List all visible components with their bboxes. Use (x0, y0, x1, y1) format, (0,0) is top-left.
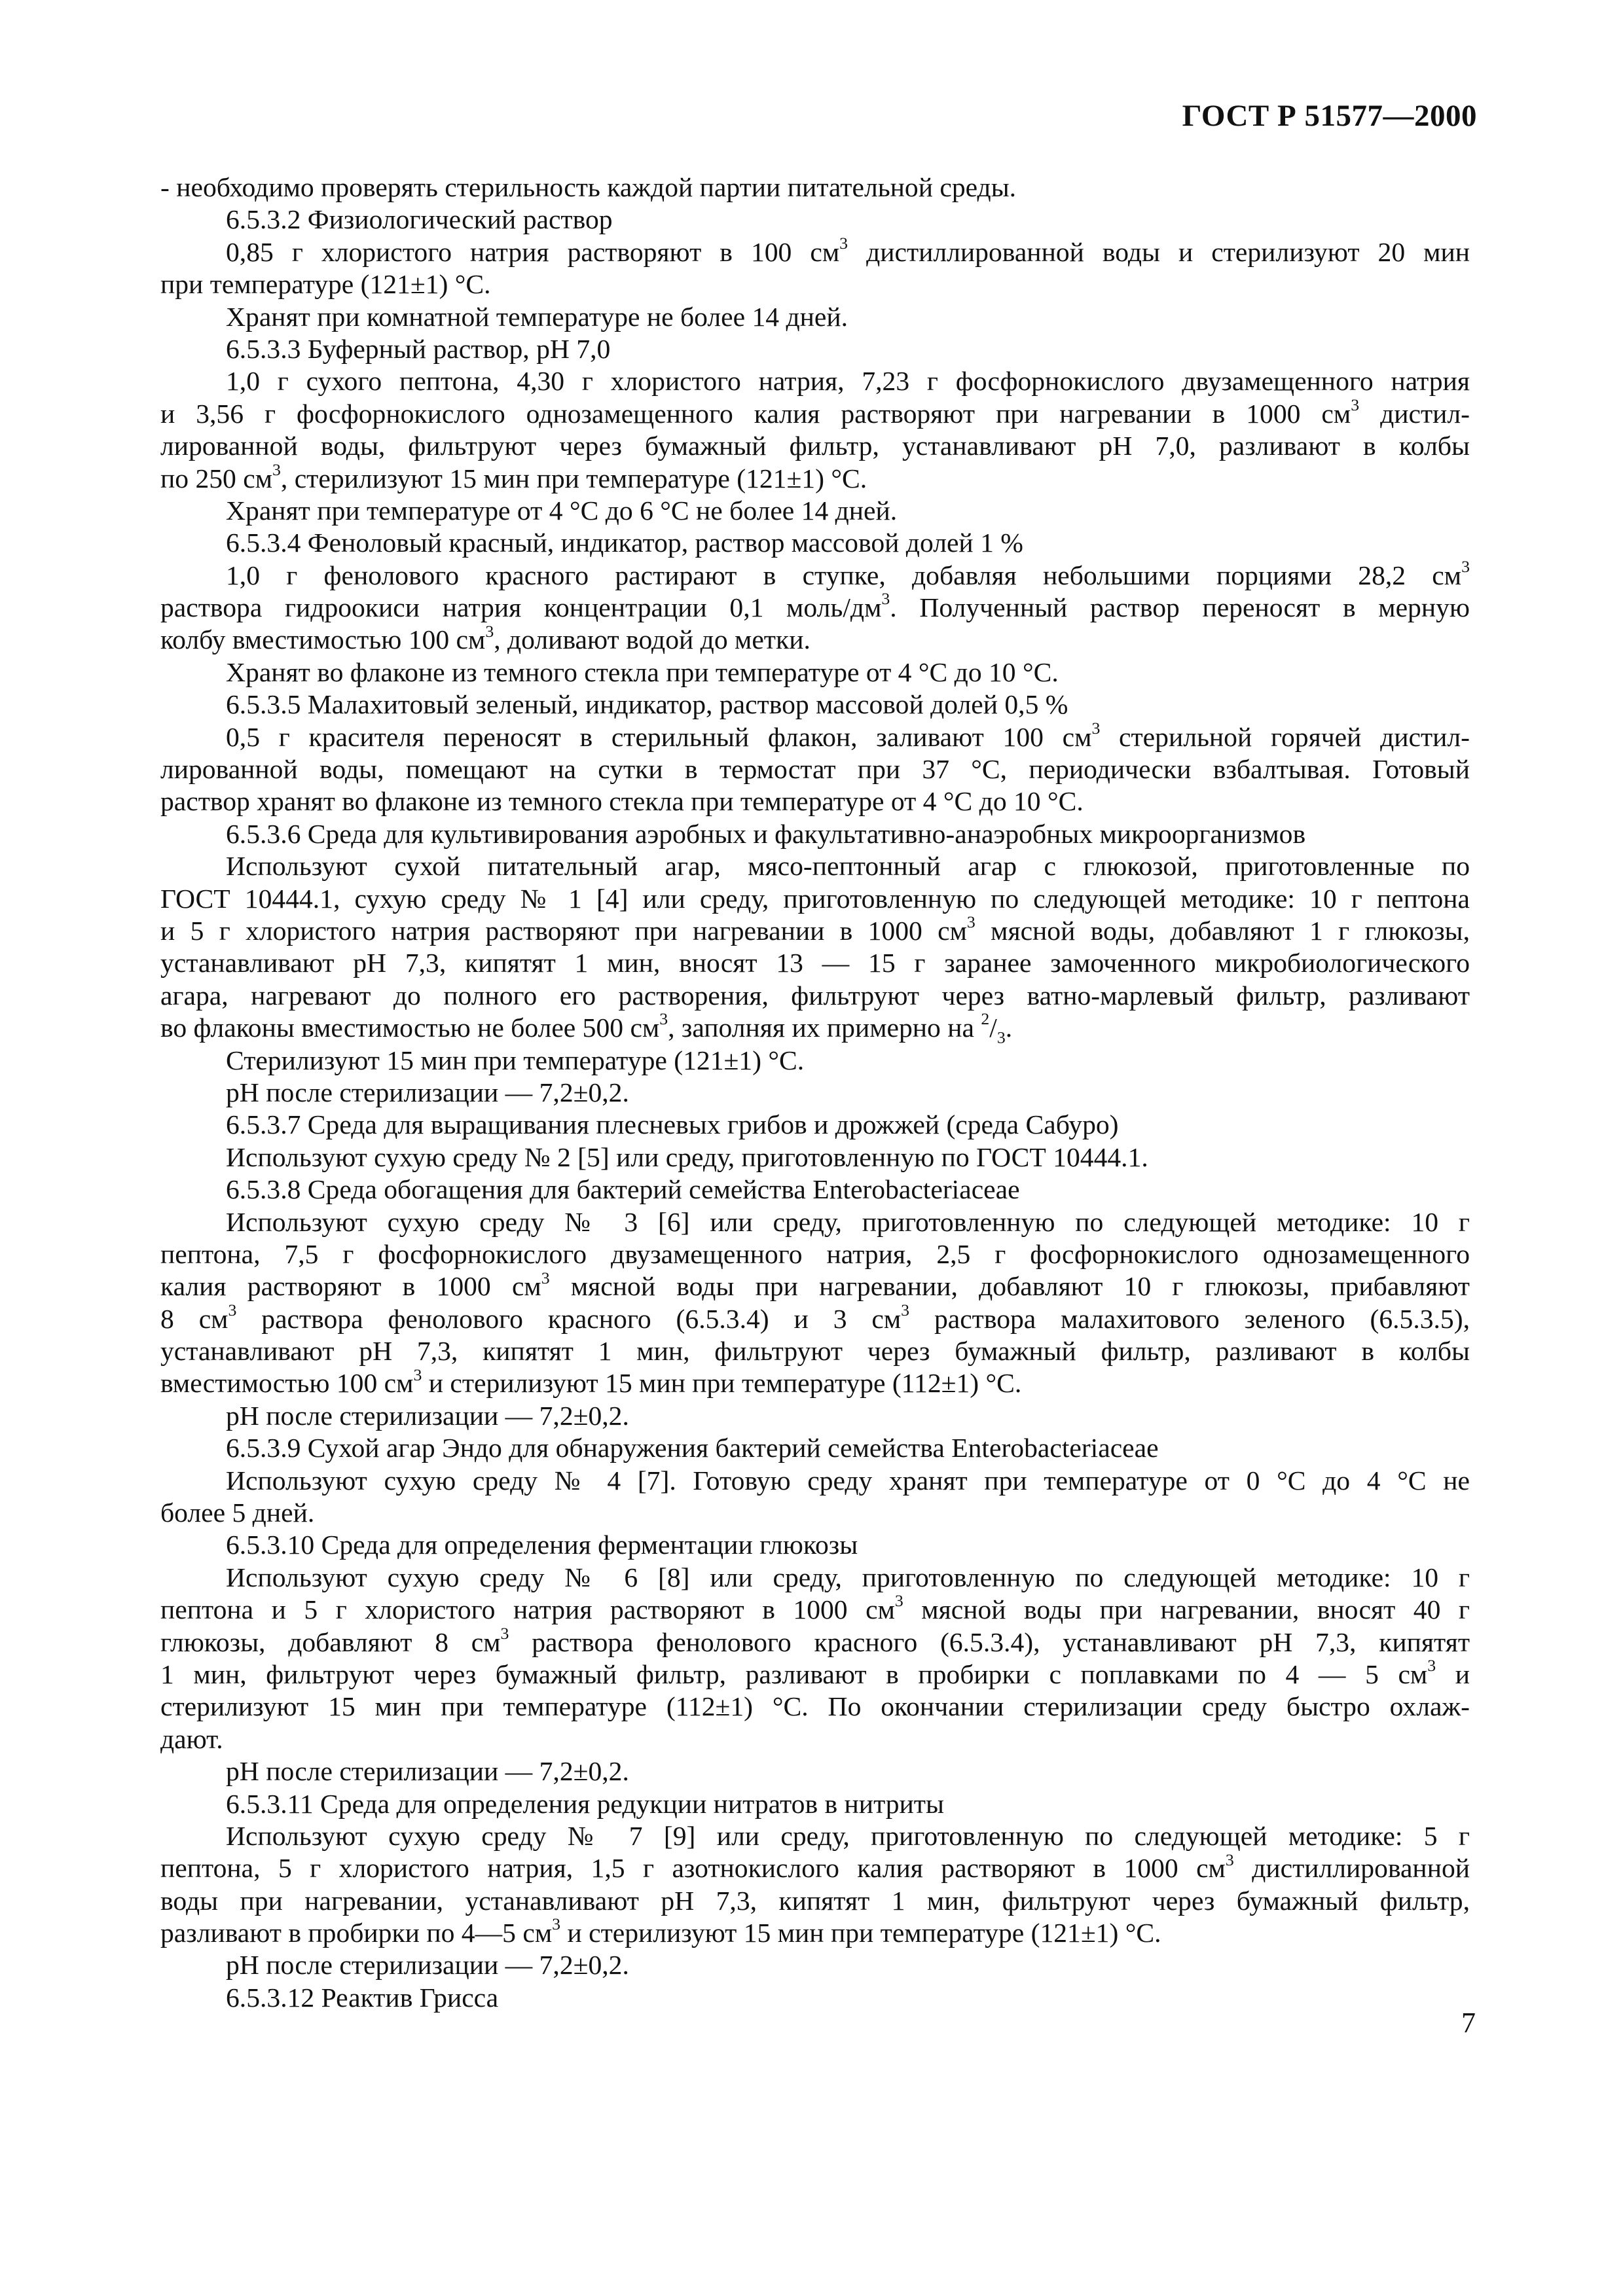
text-line: 1 мин, фильтруют через бумажный фильтр, разливают в пробирки с поплавками по 4 — 5 $см^3$ и (160, 1658, 1470, 1689)
text-line: при температуре (121±1) °С. (160, 269, 491, 300)
text-line: Используют сухую среду № 3 [6] или среду, приготовленную по следующей методике: 10 г (226, 1206, 1470, 1237)
text-line: и 5 г хлористого натрия растворяют при нагревании в 1000 $см^3$ мясной воды, добавляют 1 г глюкозы, (160, 914, 1470, 946)
text-line: устанавливают рН 7,3, кипятят 1 мин, вносят 13 — 15 г заранее замоченного микробиологического (160, 948, 1470, 978)
text-line: 6.5.3.12 Реактив Грисса (226, 1982, 499, 2013)
text-line: глюкозы, добавляют 8 $см^3$ раствора фенолового красного (6.5.3.4), устанавливают рН 7,3, кипятят (160, 1626, 1470, 1657)
text-line: Используют сухую среду № 2 [5] или среду, приготовленную по ГОСТ 10444.1. (226, 1141, 1148, 1172)
text-line: рН после стерилизации — 7,2±0,2. (226, 1077, 629, 1107)
text-line: Используют сухую среду № 7 [9] или среду, приготовленную по следующей методике: 5 г (226, 1820, 1470, 1851)
text-line: устанавливают рН 7,3, кипятят 1 мин, фильтруют через бумажный фильтр, разливают в колбы (160, 1336, 1470, 1367)
text-line: 1,0 г сухого пептона, 4,30 г хлористого натрия, 7,23 г фосфорнокислого двузамещенного натрия (226, 366, 1470, 397)
page-number: 7 (1461, 2007, 1476, 2039)
text-line: во флаконы вместимостью не более 500 $см^3$, заполняя их примерно на $^2/_3$. (160, 1009, 1013, 1047)
text-line: 8 $см^3$ раствора фенолового красного (6.5.3.4) и 3 $см^3$ раствора малахитового зеленого (6.5.3.5), (160, 1302, 1470, 1334)
text-line: стерилизуют 15 мин при температуре (112±1) °С. По окончании стерилизации среду быстро охлаж- (160, 1691, 1470, 1722)
text-line: рН после стерилизации — 7,2±0,2. (226, 1400, 629, 1431)
text-line: 0,5 г красителя переносят в стерильный флакон, заливают 100 $см^3$ стерильной горячей дистил- (226, 721, 1470, 752)
text-line: лированной воды, фильтруют через бумажный фильтр, устанавливают рН 7,0, разливают в колбы (160, 431, 1470, 461)
text-line: по 250 $см^3$, стерилизуют 15 мин при температуре (121±1) °С. (160, 459, 867, 493)
text-line: - необходимо проверять стерильность каждой партии питательной среды. (160, 172, 1017, 202)
text-line: лированной воды, помещают на сутки в термостат при 37 °С, периодически взбалтывая. Готовый (160, 754, 1470, 785)
text-line: Хранят при температуре от 4 °С до 6 °С не более 14 дней. (226, 495, 898, 526)
document-header: ГОСТ Р 51577—2000 (1182, 99, 1477, 133)
text-line: и 3,56 г фосфорнокислого однозамещенного калия растворяют при нагревании в 1000 $см^3$ дистил- (160, 397, 1470, 429)
text-line: воды при нагревании, устанавливают рН 7,3, кипятят 1 мин, фильтруют через бумажный фильтр, (160, 1885, 1470, 1916)
text-line: раствор хранят во флаконе из темного стекла при температуре от 4 °С до 10 °С. (160, 786, 1084, 817)
text-line: 6.5.3.7 Среда для выращивания плесневых грибов и дрожжей (среда Сабуро) (226, 1109, 1119, 1140)
text-line: пептона, 5 г хлористого натрия, 1,5 г азотнокислого калия растворяют в 1000 $см^3$ дистиллированной (160, 1852, 1470, 1884)
text-line: агара, нагревают до полного его растворения, фильтруют через ватно-марлевый фильтр, разливают (160, 980, 1470, 1011)
text-line: 1,0 г фенолового красного растирают в ступке, добавляя небольшими порциями 28,2 $см^3$ (226, 559, 1470, 590)
text-line: пептона и 5 г хлористого натрия растворяют в 1000 $см^3$ мясной воды при нагревании, вносят 40 г (160, 1594, 1470, 1625)
text-line: 6.5.3.8 Среда обогащения для бактерий семейства Enterobacteriaceae (226, 1174, 1020, 1205)
text-line: ГОСТ 10444.1, сухую среду № 1 [4] или среду, приготовленную по следующей методике: 10 г пептона (160, 883, 1470, 914)
text-line: Хранят во флаконе из темного стекла при температуре от 4 °С до 10 °С. (226, 656, 1059, 687)
text-line: 6.5.3.4 Феноловый красный, индикатор, раствор массовой долей 1 % (226, 528, 1023, 558)
text-line: рН после стерилизации — 7,2±0,2. (226, 1950, 629, 1981)
page-body (160, 171, 1470, 2014)
text-line: колбу вместимостью 100 $см^3$, доливают водой до метки. (160, 621, 811, 655)
text-line: Стерилизуют 15 мин при температуре (121±1) °С. (226, 1045, 805, 1075)
text-line: пептона, 7,5 г фосфорнокислого двузамещенного натрия, 2,5 г фосфорнокислого однозамещенного (160, 1238, 1470, 1269)
text-line: более 5 дней. (160, 1498, 315, 1528)
text-line: раствора гидроокиси натрия концентрации 0,1 моль/$дм^3$. Полученный раствор переносят в мерную (160, 592, 1470, 623)
text-line: 6.5.3.3 Буферный раствор, рН 7,0 (226, 333, 611, 364)
text-line: Хранят при комнатной температуре не более 14 дней. (226, 301, 848, 332)
text-line: рН после стерилизации — 7,2±0,2. (226, 1756, 629, 1787)
text-line: разливают в пробирки по 4—5 $см^3$ и стерилизуют 15 мин при температуре (121±1) °С. (160, 1914, 1161, 1948)
text-line: 0,85 г хлористого натрия растворяют в 100 $см^3$ дистиллированной воды и стерилизуют 20 мин (226, 236, 1470, 267)
text-line: дают. (160, 1723, 223, 1754)
text-line: Используют сухую среду № 4 [7]. Готовую среду хранят при температуре от 0 °С до 4 °С не (226, 1465, 1470, 1496)
text-line: 6.5.3.11 Среда для определения редукции нитратов в нитриты (226, 1788, 944, 1819)
text-line: 6.5.3.10 Среда для определения ферментации глюкозы (226, 1530, 858, 1560)
text-line: 6.5.3.2 Физиологический раствор (226, 204, 613, 235)
text-line: 6.5.3.6 Среда для культивирования аэробных и факультативно-анаэробных микроорганизмов (226, 818, 1306, 849)
text-line: 6.5.3.5 Малахитовый зеленый, индикатор, раствор массовой долей 0,5 % (226, 689, 1068, 720)
text-line: Используют сухой питательный агар, мясо-пептонный агар с глюкозой, приготовленные по (226, 851, 1470, 882)
text-line: Используют сухую среду № 6 [8] или среду, приготовленную по следующей методике: 10 г (226, 1562, 1470, 1592)
text-line: калия растворяют в 1000 $см^3$ мясной воды при нагревании, добавляют 10 г глюкозы, прибавляют (160, 1270, 1470, 1302)
text-line: вместимостью 100 $см^3$ и стерилизуют 15 мин при температуре (112±1) °С. (160, 1365, 1022, 1399)
text-line: 6.5.3.9 Сухой агар Эндо для обнаружения бактерий семейства Enterobacteriaceae (226, 1433, 1159, 1463)
